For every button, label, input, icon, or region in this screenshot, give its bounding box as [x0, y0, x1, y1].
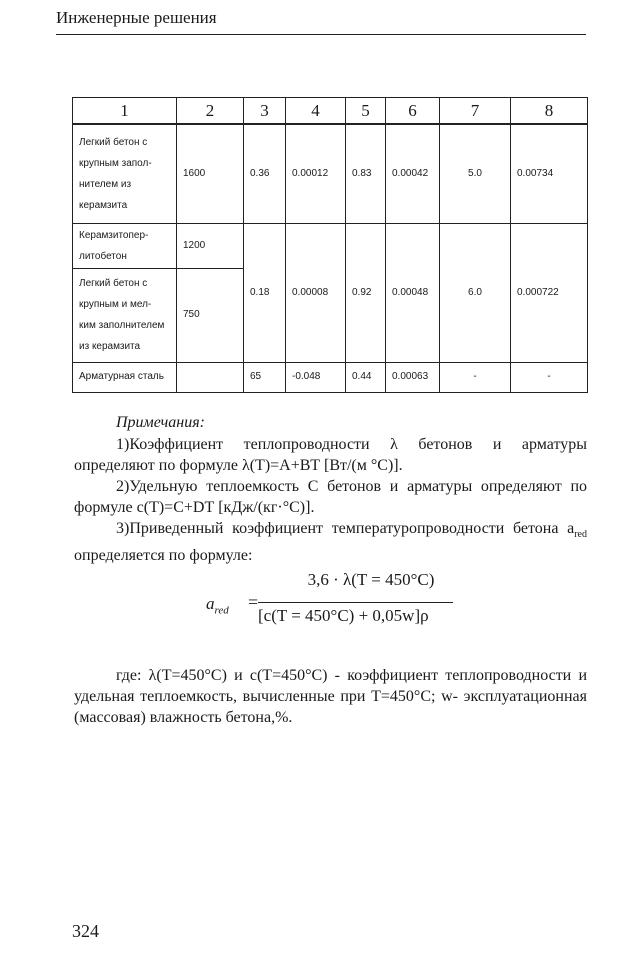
material-cell	[73, 362, 177, 392]
formula-denominator: [c(T = 450°C) + 0,05w]ρ	[258, 606, 429, 625]
density-cell: 750	[177, 268, 244, 362]
material-line: Арматурная сталь	[79, 371, 164, 383]
table-cell: -	[440, 362, 511, 392]
table-cell: 0.83	[346, 124, 386, 224]
table-cell: 0.36	[244, 124, 286, 224]
table-cell: 0.00734	[511, 124, 588, 224]
material-line: ким заполнителем	[79, 320, 165, 332]
material-line: литобетон	[79, 250, 127, 262]
formula	[206, 570, 466, 650]
column-header: 5	[346, 98, 386, 124]
table-cell: 5.0	[440, 124, 511, 224]
table-cell: 0.44	[346, 362, 386, 392]
material-cell	[73, 124, 177, 224]
note-3	[74, 518, 587, 566]
column-header: 2	[177, 98, 244, 124]
density-cell: 1200	[177, 224, 244, 268]
material-line: Керамзитопер-	[79, 229, 149, 241]
table-cell: 0.00012	[286, 124, 346, 224]
notes-title: Примечания:	[116, 414, 205, 431]
formula-lhs-symbol: a	[206, 594, 215, 613]
page-number: 324	[72, 921, 99, 941]
material-line: Легкий бетон с	[79, 136, 148, 148]
note-2: 2)Удельную теплоемкость С бетонов и арматуры определяют по формуле с(Т)=С+DТ [кДж/(кг·°С)].	[74, 478, 587, 516]
table-row	[73, 124, 588, 224]
table-row	[73, 362, 588, 392]
note-3-subscript: red	[574, 529, 587, 541]
material-line: крупным запол-	[79, 157, 152, 169]
table-cell: 6.0	[440, 224, 511, 362]
material-line: нителем из	[79, 178, 132, 190]
formula-lhs-subscript: red	[214, 604, 229, 617]
column-header: 1	[73, 98, 177, 124]
table-cell: 0.00048	[386, 224, 440, 362]
material-cell	[73, 224, 177, 268]
where-section	[74, 665, 587, 728]
table-cell: -0.048	[286, 362, 346, 392]
material-line: Легкий бетон с	[79, 278, 148, 290]
table-cell: 0.00008	[286, 224, 346, 362]
where-paragraph: где: λ(Т=450°С) и с(Т=450°С) - коэффициент теплопроводности и удельная теплоемкость, вычисленные при Т=450°С; w- эксплуатационная (массовая) влажность бетона,%.	[74, 667, 587, 726]
running-header: Инженерные решения	[56, 8, 217, 27]
table-cell: 0.18	[244, 224, 286, 362]
table-row	[73, 224, 588, 268]
header-rule	[56, 34, 586, 35]
density-cell	[177, 362, 244, 392]
table-cell: -	[511, 362, 588, 392]
formula-lhs	[206, 594, 229, 616]
column-header: 3	[244, 98, 286, 124]
column-header: 4	[286, 98, 346, 124]
density-cell: 1600	[177, 124, 244, 224]
material-line: керамзита	[79, 199, 128, 211]
table-cell: 0.000722	[511, 224, 588, 362]
note-3-text: 3)Приведенный коэффициент температуропроводности бетона a	[116, 520, 575, 537]
notes-section	[74, 412, 587, 566]
material-cell	[73, 268, 177, 362]
note-1: 1)Коэффициент теплопроводности λ бетонов и арматуры определяют по формуле λ(Т)=А+ВТ [Вт/(м °С)].	[74, 436, 587, 474]
formula-fraction-bar	[258, 602, 453, 603]
formula-numerator: 3,6 · λ(T = 450°C)	[307, 570, 435, 589]
material-line: крупным и мел-	[79, 299, 152, 311]
table-cell: 0.00063	[386, 362, 440, 392]
column-header: 8	[511, 98, 588, 124]
formula-equals-sign: =	[248, 592, 259, 612]
column-header: 6	[386, 98, 440, 124]
material-line: из керамзита	[79, 341, 141, 353]
note-3-tail: определяется по формуле:	[74, 547, 253, 565]
table-cell: 65	[244, 362, 286, 392]
table-cell: 0.92	[346, 224, 386, 362]
properties-table	[72, 97, 588, 393]
column-header: 7	[440, 98, 511, 124]
table-header-row	[73, 98, 588, 124]
table-cell: 0.00042	[386, 124, 440, 224]
